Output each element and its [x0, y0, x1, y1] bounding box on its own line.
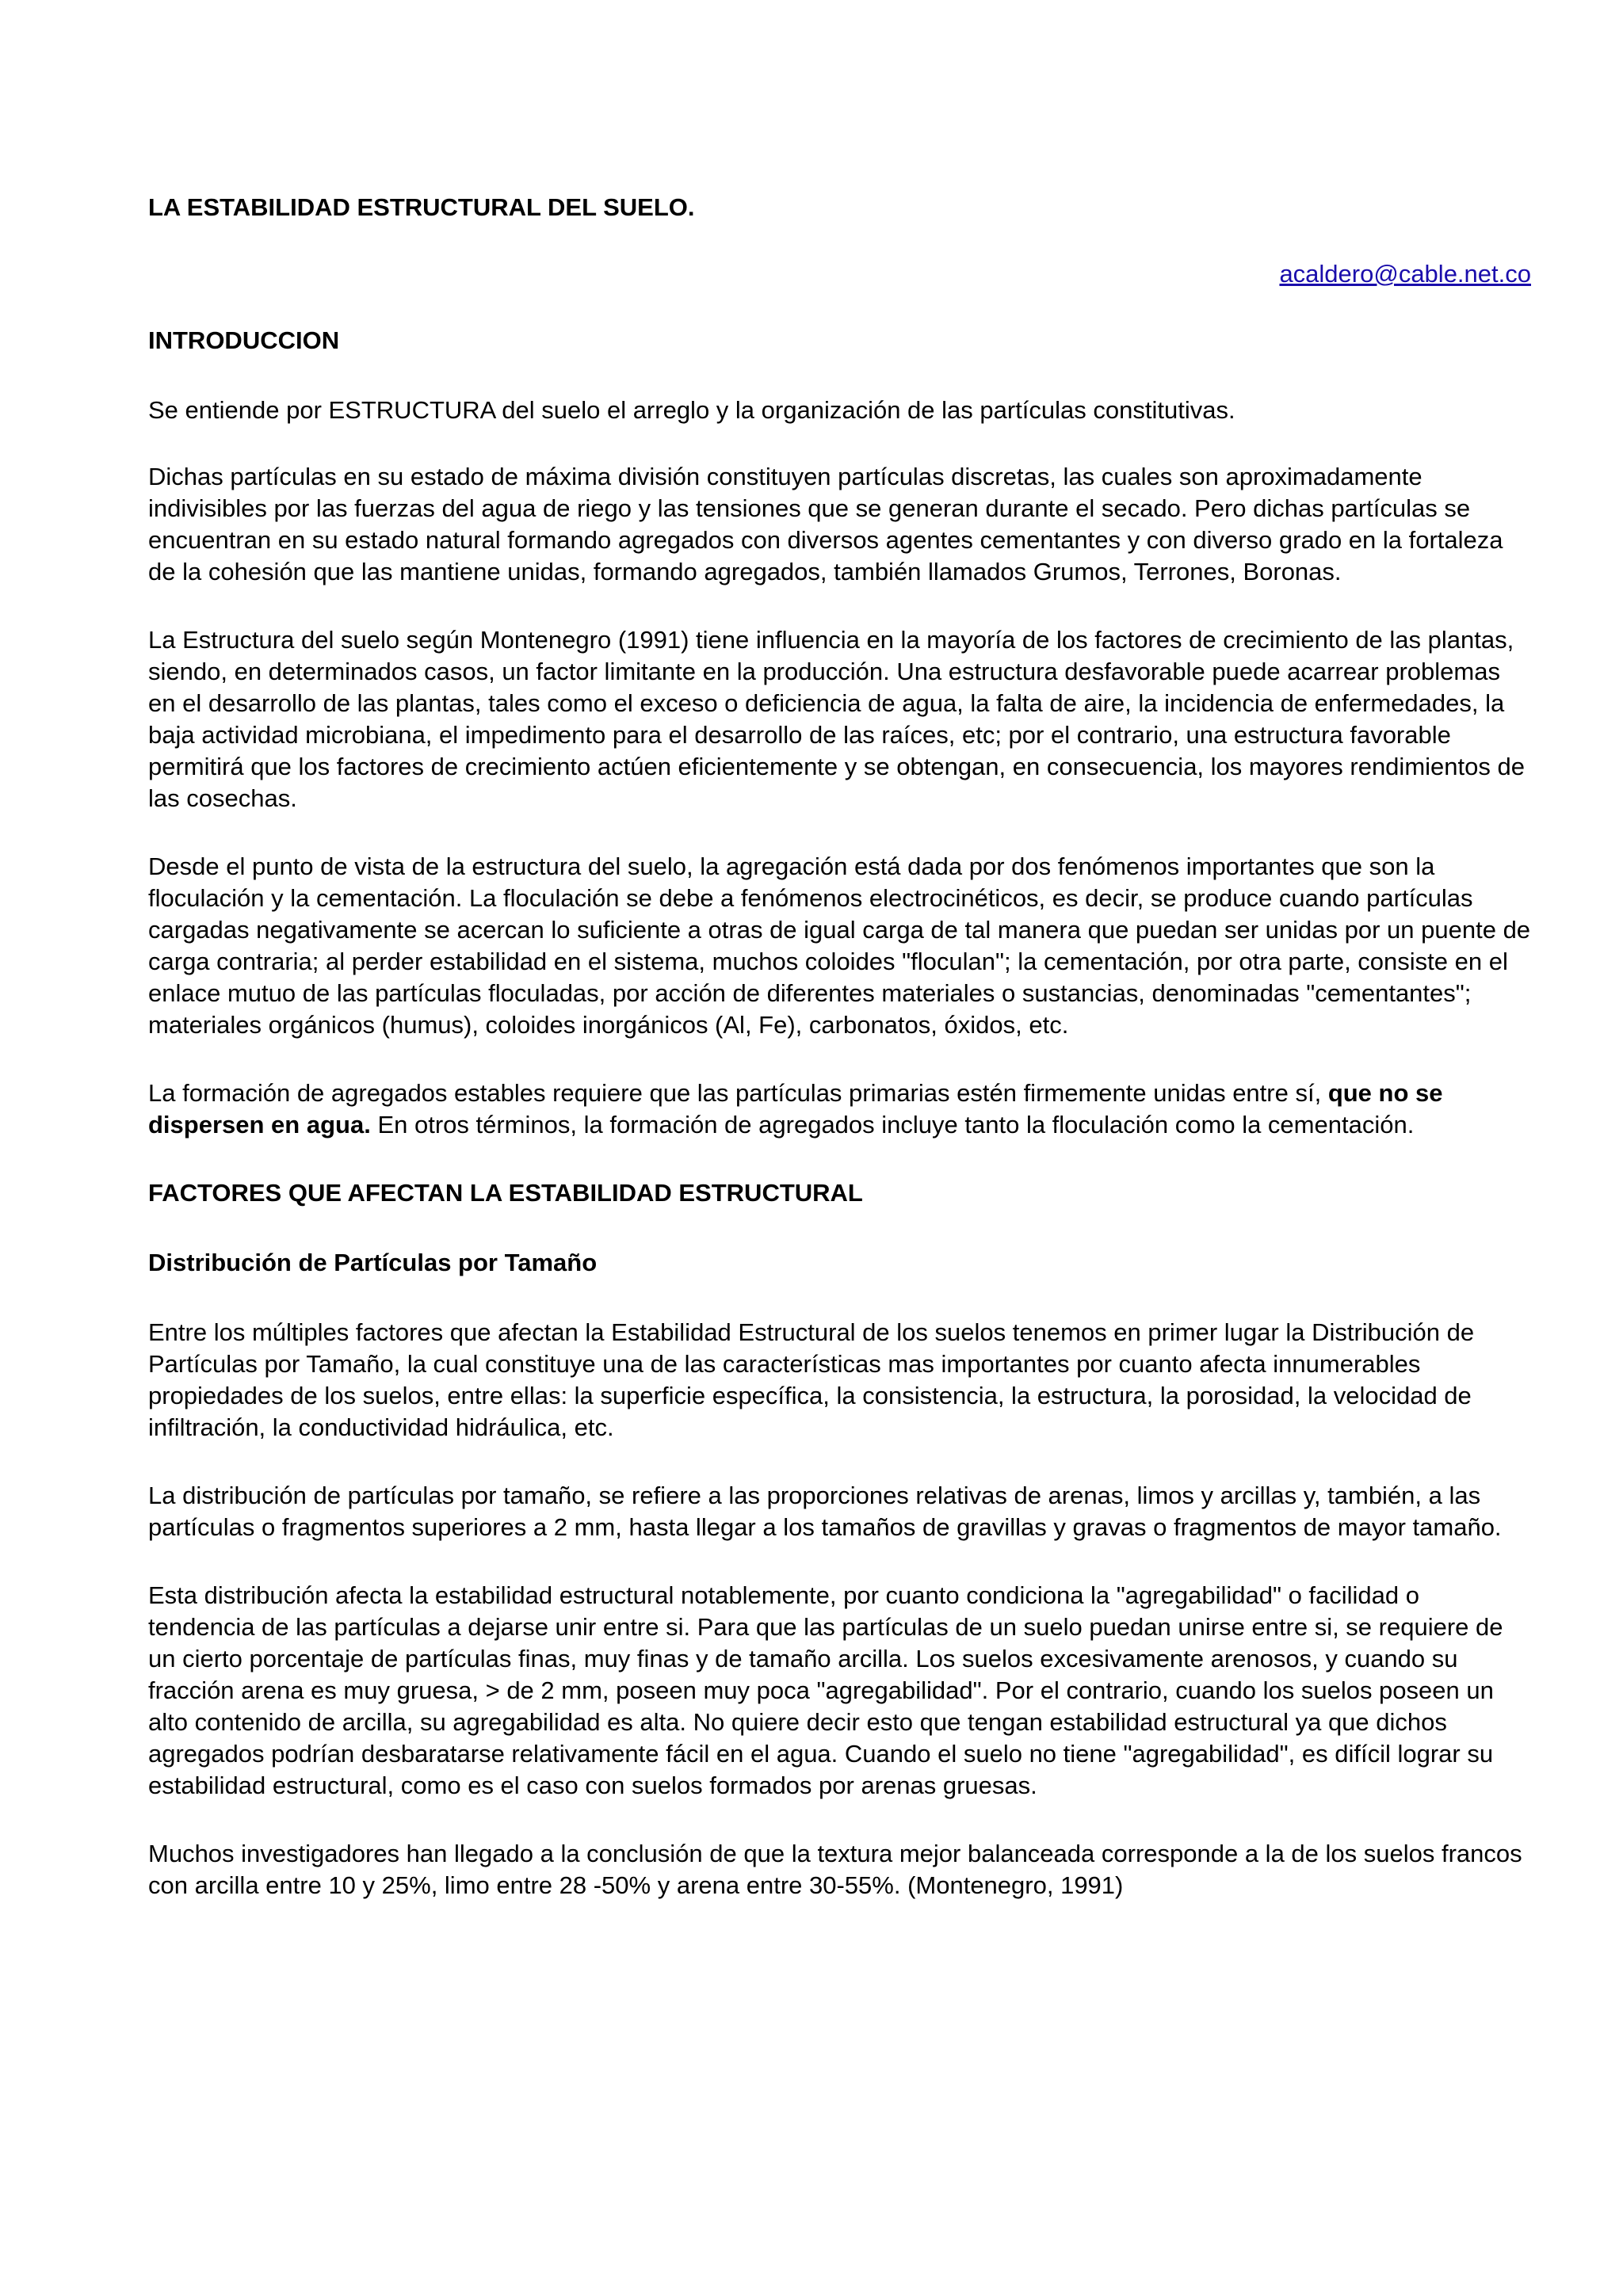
document-title: LA ESTABILIDAD ESTRUCTURAL DEL SUELO.	[148, 193, 695, 221]
paragraph-balanced-texture: Muchos investigadores han llegado a la conclusión de que la textura mejor balanceada corresponde a la de los suelos francos con arcilla entre 10 y 25%, limo entre 28 -50% y arena entre 30-55%. (Montenegro, 1991)	[148, 1840, 1522, 1899]
paragraph-stable-aggregates-emphasis: que no se dispersen en agua.	[148, 1079, 1443, 1138]
intro-heading: INTRODUCCION	[148, 326, 340, 354]
particle-distribution-subheading: Distribución de Partículas por Tamaño	[148, 1249, 598, 1276]
factors-heading: FACTORES QUE AFECTAN LA ESTABILIDAD ESTRUCTURAL	[148, 1179, 863, 1207]
paragraph-aggregation: Desde el punto de vista de la estructura del suelo, la agregación está dada por dos fenómenos importantes que son la floculación y la cementación. La floculación se debe a fenómenos electrocinéticos, es decir, se produce cuando partículas cargadas negativamente se acercan lo suficiente a otras de igual carga de tal manera que puedan ser unidas por un puente de carga contraria; al perder estabilidad en el sistema, muchos coloides "floculan"; la cementación, por otra parte, consiste en el enlace mutuo de las partículas floculadas, por acción de diferentes materiales o sustancias, denominadas "cementantes"; materiales orgánicos (humus), coloides inorgánicos (Al, Fe), carbonatos, óxidos, etc.	[148, 852, 1531, 1039]
paragraph-aggregability: Esta distribución afecta la estabilidad estructural notablemente, por cuanto condiciona la "agregabilidad" o facilidad o tendencia de las partículas a dejarse unir entre si. Para que las partículas de un suelo puedan unirse entre si, se requiere de un cierto porcentaje de partículas finas, muy finas y de tamaño arcilla. Los suelos excesivamente arenosos, y cuando su fracción arena es muy gruesa, > de 2 mm, poseen muy poca "agregabilidad". Por el contrario, cuando los suelos poseen un alto contenido de arcilla, su agregabilidad es alta. No quiere decir esto que tengan estabilidad estructural ya que dichos agregados podrían desbaratarse relativamente fácil en el agua. Cuando el suelo no tiene "agregabilidad", es difícil lograr su estabilidad estructural, como es el caso con suelos formados por arenas gruesas.	[148, 1581, 1503, 1799]
paragraph-particles: Dichas partículas en su estado de máxima división constituyen partículas discretas, las cuales son aproximadamente indivisibles por las fuerzas del agua de riego y las tensiones que se generan durante el secado. Pero dichas partículas se encuentran en su estado natural formando agregados con diversos agentes cementantes y con diverso grado en la fortaleza de la cohesión que las mantiene unidas, formando agregados, también llamados Grumos, Terrones, Boronas.	[148, 463, 1503, 585]
paragraph-size-distribution: La distribución de partículas por tamaño, se refiere a las proporciones relativas de arenas, limos y arcillas y, también, a las partículas o fragmentos superiores a 2 mm, hasta llegar a los tamaños de gravillas y gravas o fragmentos de mayor tamaño.	[148, 1482, 1502, 1541]
paragraph-structure-definition: Se entiende por ESTRUCTURA del suelo el arreglo y la organización de las partículas constitutivas.	[148, 396, 1235, 424]
document-page	[148, 192, 1531, 1938]
paragraph-multiple-factors: Entre los múltiples factores que afectan la Estabilidad Estructural de los suelos tenemos en primer lugar la Distribución de Partículas por Tamaño, la cual constituye una de las características mas importantes por cuanto afecta innumerables propiedades de los suelos, entre ellas: la superficie específica, la consistencia, la estructura, la porosidad, la velocidad de infiltración, la conductividad hidráulica, etc.	[148, 1318, 1475, 1441]
paragraph-montenegro: La Estructura del suelo según Montenegro (1991) tiene influencia en la mayoría de los factores de crecimiento de las plantas, siendo, en determinados casos, un factor limitante en la producción. Una estructura desfavorable puede acarrear problemas en el desarrollo de las plantas, tales como el exceso o deficiencia de agua, la falta de aire, la incidencia de enfermedades, la baja actividad microbiana, el impedimento para el desarrollo de las raíces, etc; por el contrario, una estructura favorable permitirá que los factores de crecimiento actúen eficientemente y se obtengan, en consecuencia, los mayores rendimientos de las cosechas.	[148, 626, 1525, 812]
paragraph-stable-aggregates	[148, 1077, 1531, 1141]
paragraph-stable-aggregates-end: En otros términos, la formación de agregados incluye tanto la floculación como la cementación.	[370, 1111, 1415, 1138]
email-line	[148, 258, 1531, 290]
paragraph-stable-aggregates-start: La formación de agregados estables requiere que las partículas primarias estén firmemente unidas entre sí,	[148, 1079, 1328, 1107]
email-link[interactable]: acaldero@cable.net.co	[1279, 260, 1531, 288]
